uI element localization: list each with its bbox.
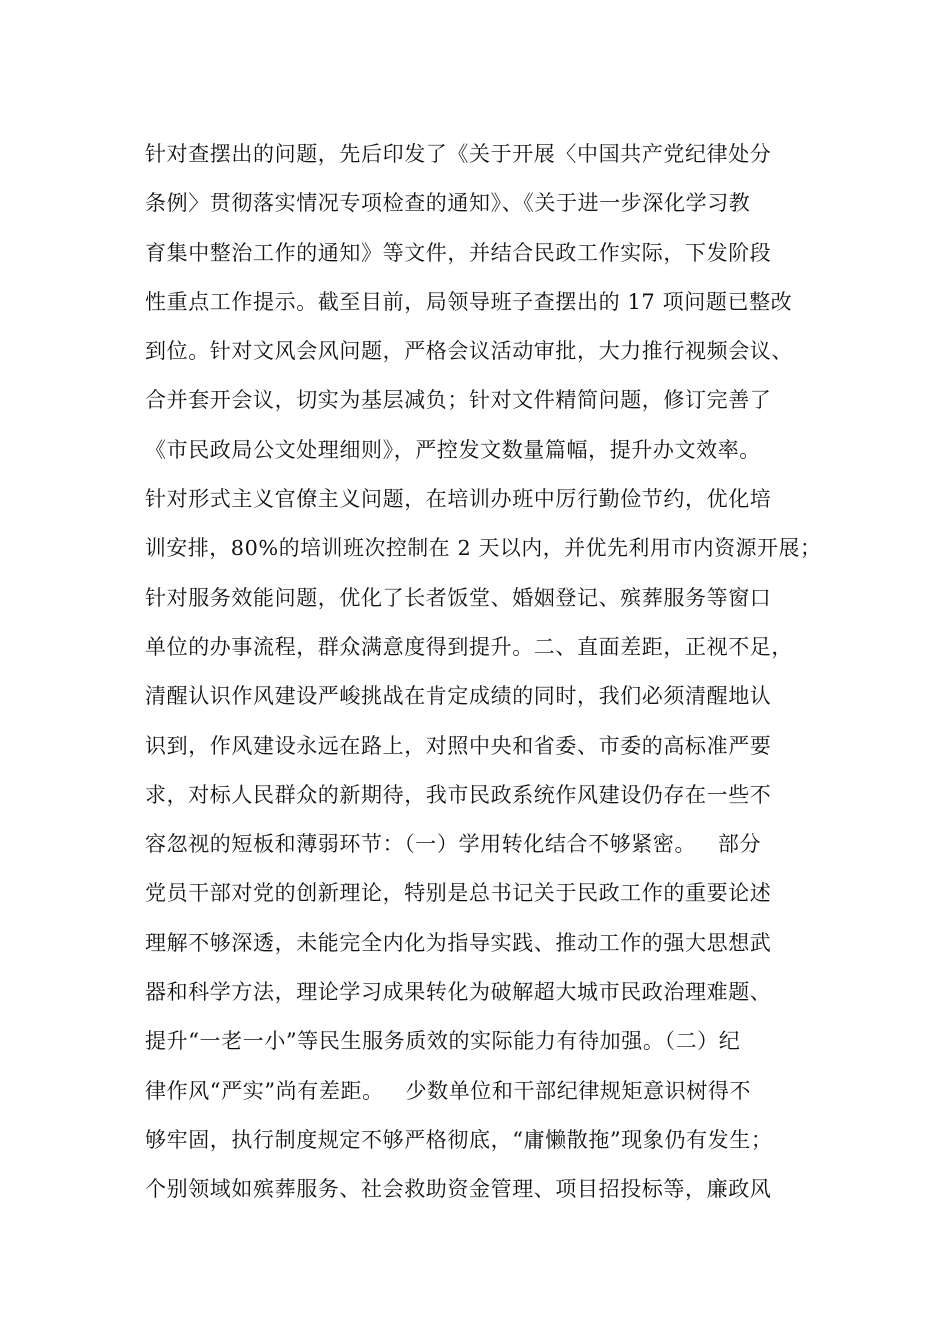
text-line: 提升“一老一小”等民生服务质效的实际能力有待加强。（二）纪 [145, 1029, 741, 1054]
text-line: 容忽视的短板和薄弱环节：（一）学用转化结合不够紧密。 部分 [145, 832, 762, 857]
text-line: 律作风“严实”尚有差距。 少数单位和干部纪律规矩意识树得不 [145, 1078, 752, 1103]
text-line: 合并套开会议，切实为基层减负；针对文件精简问题，修订完善了 [145, 388, 772, 413]
text-line: 理解不够深透，未能完全内化为指导实践、推动工作的强大思想武 [145, 930, 772, 955]
text-line: 识到，作风建设永远在路上，对照中央和省委、市委的高标准严要 [145, 733, 772, 758]
text-line: 《市民政局公文处理细则》，严控发文数量篇幅，提升办文效率。 [145, 437, 761, 462]
text-line: 个别领域如殡葬服务、社会救助资金管理、项目招投标等，廉政风 [145, 1177, 772, 1202]
text-line: 单位的办事流程，群众满意度得到提升。二、直面差距，正视不足， [145, 634, 793, 659]
text-line: 到位。针对文风会风问题，严格会议活动审批，大力推行视频会议、 [145, 339, 793, 364]
text-line: 党员干部对党的创新理论，特别是总书记关于民政工作的重要论述 [145, 881, 772, 906]
text-line: 清醒认识作风建设严峻挑战在肯定成绩的同时，我们必须清醒地认 [145, 684, 772, 709]
text-line: 器和科学方法，理论学习成果转化为破解超大城市民政治理难题、 [145, 980, 772, 1005]
text-line: 训安排，80%的培训班次控制在 2 天以内，并优先利用市内资源开展； [145, 536, 822, 561]
text-line: 育集中整治工作的通知》等文件，并结合民政工作实际，下发阶段 [145, 240, 772, 265]
text-line: 针对形式主义官僚主义问题，在培训办班中厉行勤俭节约，优化培 [145, 487, 772, 512]
text-line: 针对服务效能问题，优化了长者饭堂、婚姻登记、殡葬服务等窗口 [145, 585, 772, 610]
document-body [145, 130, 825, 1215]
text-line: 求，对标人民群众的新期待，我市民政系统作风建设仍存在一些不 [145, 782, 772, 807]
text-line: 够牢固，执行制度规定不够严格彻底，“庸懒散拖”现象仍有发生； [145, 1127, 773, 1152]
text-line: 条例〉贯彻落实情况专项检查的通知》、《关于进一步深化学习教 [145, 191, 751, 216]
text-line: 性重点工作提示。截至目前，局领导班子查摆出的 17 项问题已整改 [145, 289, 793, 314]
text-line: 针对查摆出的问题，先后印发了《关于开展〈中国共产党纪律处分 [145, 142, 772, 166]
